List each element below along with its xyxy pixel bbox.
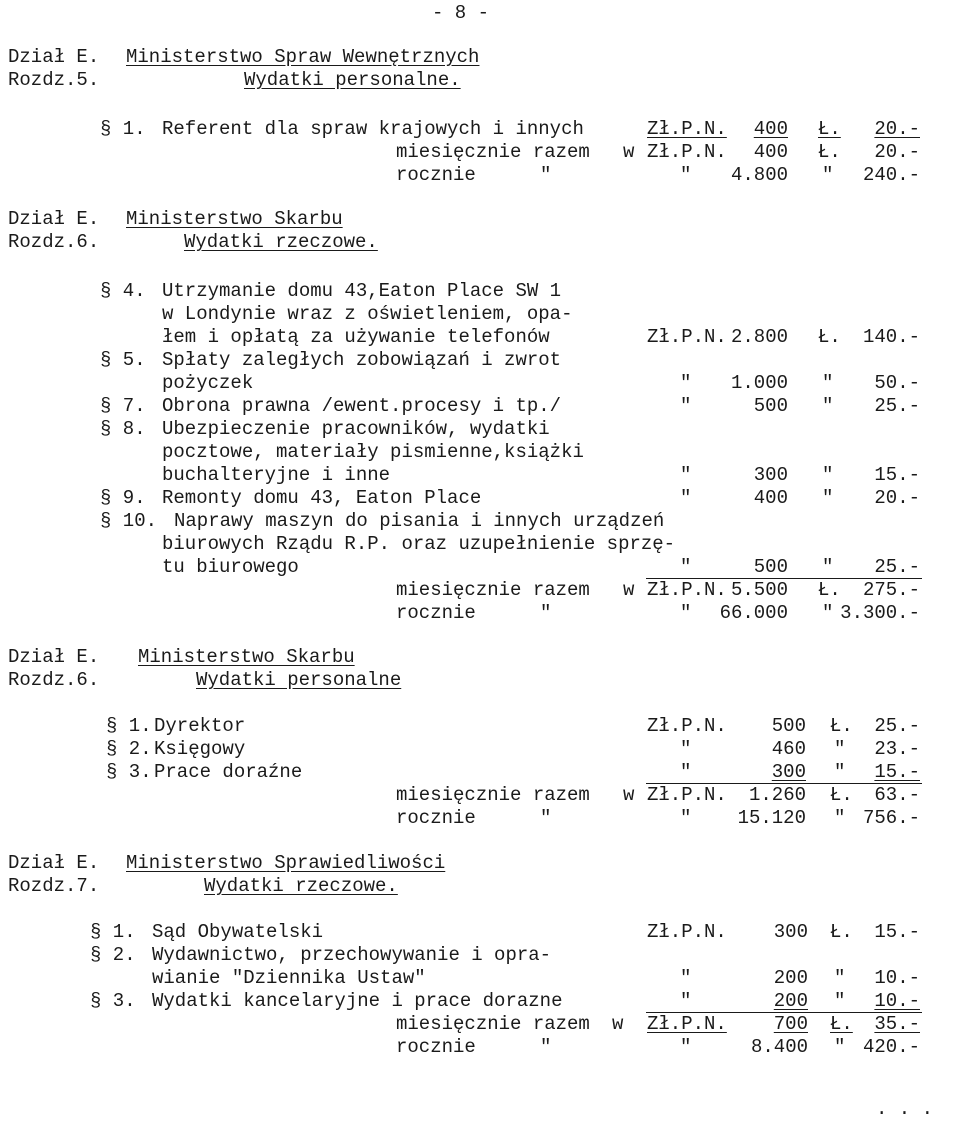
monthly-total-zl: 1.260	[748, 784, 806, 806]
amount-zl: 1.000	[730, 372, 788, 394]
ditto-mark: "	[540, 807, 552, 829]
category-title: Wydatki rzeczowe.	[204, 875, 398, 897]
monthly-total-label: miesięcznie razem	[396, 1013, 590, 1035]
item-text: Księgowy	[154, 738, 246, 760]
ditto-mark: "	[834, 761, 846, 783]
paragraph-number: § 8.	[100, 418, 146, 440]
w-label: w	[623, 141, 635, 163]
paragraph-number: § 7.	[100, 395, 146, 417]
amount-zl: 400	[753, 487, 788, 509]
paragraph-number: § 2.	[90, 944, 136, 966]
paragraph-number: § 3.	[106, 761, 152, 783]
amount-pound: 25.-	[874, 715, 920, 737]
amount-pound: 10.-	[874, 967, 920, 989]
rozdz-label: Rozdz.7.	[8, 875, 100, 897]
ditto-mark: "	[540, 164, 552, 186]
amount-zl: 460	[771, 738, 806, 760]
yearly-total-label: rocznie	[396, 807, 476, 829]
ditto-mark: "	[680, 738, 692, 760]
monthly-total-pound: 20.-	[874, 141, 920, 163]
ditto-mark: "	[822, 556, 834, 578]
ditto-mark: "	[834, 738, 846, 760]
page-number: - 8 -	[432, 2, 490, 24]
item-text: Sąd Obywatelski	[152, 921, 324, 943]
monthly-total-label: miesięcznie razem	[396, 784, 590, 806]
ditto-mark: "	[680, 761, 692, 783]
dzial-label: Dział E.	[8, 46, 100, 68]
category-title: Wydatki rzeczowe.	[184, 231, 378, 253]
yearly-total-zl: 8.400	[750, 1036, 808, 1058]
currency-label: Zł.P.N.	[647, 715, 727, 737]
ditto-mark: "	[540, 602, 552, 624]
item-text: tu biurowego	[162, 556, 299, 578]
ditto-mark: "	[680, 372, 692, 394]
ditto-mark: "	[680, 464, 692, 486]
monthly-total-label: miesięcznie razem	[396, 579, 590, 601]
yearly-total-pound: 420.-	[862, 1036, 920, 1058]
w-label: w	[612, 1013, 624, 1035]
w-label: w	[623, 579, 635, 601]
pound-label: Ł.	[830, 921, 853, 943]
item-text: Dyrektor	[154, 715, 246, 737]
amount-zl: 200	[773, 990, 808, 1012]
w-label: w	[623, 784, 635, 806]
ditto-mark: "	[822, 602, 834, 624]
currency-label: Zł.P.N.	[647, 579, 727, 601]
ditto-mark: "	[540, 1036, 552, 1058]
yearly-total-label: rocznie	[396, 164, 476, 186]
ditto-mark: "	[822, 487, 834, 509]
ditto-mark: "	[680, 807, 692, 829]
pound-label: Ł.	[830, 784, 853, 806]
item-text: Prace doraźne	[154, 761, 303, 783]
amount-pound: 140.-	[862, 326, 920, 348]
amount-pound: 20.-	[874, 487, 920, 509]
currency-label: Zł.P.N.	[647, 141, 727, 163]
yearly-total-label: rocznie	[396, 1036, 476, 1058]
amount-zl: 400	[753, 118, 788, 140]
item-text: pocztowe, materiały pismienne,książki	[162, 441, 584, 463]
yearly-total-zl: 15.120	[737, 807, 806, 829]
yearly-total-label: rocznie	[396, 602, 476, 624]
amount-pound: 20.-	[874, 118, 920, 140]
ditto-mark: "	[680, 164, 692, 186]
amount-zl: 500	[771, 715, 806, 737]
dzial-label: Dział E.	[8, 852, 100, 874]
amount-zl: 300	[771, 761, 806, 783]
paragraph-number: § 1.	[90, 921, 136, 943]
ditto-mark: "	[680, 967, 692, 989]
item-text: Naprawy maszyn do pisania i innych urządzeń	[174, 510, 665, 532]
dzial-label: Dział E.	[8, 646, 100, 668]
dzial-label: Dział E.	[8, 208, 100, 230]
paragraph-number: § 4.	[100, 280, 146, 302]
ditto-mark: "	[822, 372, 834, 394]
amount-zl: 500	[753, 556, 788, 578]
paragraph-number: § 1.	[100, 118, 146, 140]
pound-label: Ł.	[830, 1013, 853, 1035]
rozdz-label: Rozdz.5.	[8, 69, 100, 91]
continuation-dots: . . .	[876, 1098, 934, 1120]
amount-zl: 2.800	[730, 326, 788, 348]
paragraph-number: § 10.	[100, 510, 158, 532]
paragraph-number: § 2.	[106, 738, 152, 760]
item-text: wianie "Dziennika Ustaw"	[152, 967, 426, 989]
ditto-mark: "	[680, 487, 692, 509]
monthly-total-pound: 63.-	[874, 784, 920, 806]
yearly-total-zl: 4.800	[730, 164, 788, 186]
yearly-total-pound: 3.300.-	[840, 602, 920, 624]
amount-zl: 500	[753, 395, 788, 417]
item-text: Remonty domu 43, Eaton Place	[162, 487, 482, 509]
pound-label: Ł.	[818, 141, 841, 163]
pound-label: Ł.	[818, 118, 841, 140]
pound-label: Ł.	[818, 326, 841, 348]
ministry-title: Ministerstwo Spraw Wewnętrznych	[126, 46, 480, 68]
yearly-total-zl: 66.000	[719, 602, 788, 624]
rozdz-label: Rozdz.6.	[8, 231, 100, 253]
amount-zl: 300	[753, 464, 788, 486]
amount-zl: 300	[773, 921, 808, 943]
currency-label: Zł.P.N.	[647, 921, 727, 943]
pound-label: Ł.	[818, 579, 841, 601]
item-text: pożyczek	[162, 372, 254, 394]
category-title: Wydatki personalne.	[244, 69, 461, 91]
paragraph-number: § 1.	[106, 715, 152, 737]
item-text: Wydawnictwo, przechowywanie i opra-	[152, 944, 552, 966]
amount-pound: 15.-	[874, 921, 920, 943]
ditto-mark: "	[680, 990, 692, 1012]
paragraph-number: § 5.	[100, 349, 146, 371]
ditto-mark: "	[834, 967, 846, 989]
amount-pound: 15.-	[874, 464, 920, 486]
item-text: Ubezpieczenie pracowników, wydatki	[162, 418, 550, 440]
pound-label: Ł.	[830, 715, 853, 737]
amount-pound: 10.-	[874, 990, 920, 1012]
currency-label: Zł.P.N.	[647, 118, 727, 140]
ditto-mark: "	[680, 602, 692, 624]
currency-label: Zł.P.N.	[647, 784, 727, 806]
ditto-mark: "	[822, 395, 834, 417]
item-text: Utrzymanie domu 43,Eaton Place SW 1	[162, 280, 562, 302]
monthly-total-zl: 5.500	[730, 579, 788, 601]
ditto-mark: "	[680, 556, 692, 578]
item-text: buchalteryjne i inne	[162, 464, 391, 486]
amount-pound: 25.-	[874, 556, 920, 578]
ditto-mark: "	[680, 395, 692, 417]
ditto-mark: "	[822, 164, 834, 186]
amount-zl: 200	[773, 967, 808, 989]
item-text: Wydatki kancelaryjne i prace dorazne	[152, 990, 563, 1012]
rozdz-label: Rozdz.6.	[8, 669, 100, 691]
ministry-title: Ministerstwo Sprawiedliwości	[126, 852, 446, 874]
ditto-mark: "	[680, 1036, 692, 1058]
ministry-title: Ministerstwo Skarbu	[138, 646, 355, 668]
yearly-total-pound: 240.-	[862, 164, 920, 186]
category-title: Wydatki personalne	[196, 669, 402, 691]
monthly-total-zl: 700	[773, 1013, 808, 1035]
item-text: Referent dla spraw krajowych i innych	[162, 118, 584, 140]
item-text: w Londynie wraz z oświetleniem, opa-	[162, 303, 573, 325]
item-text: Obrona prawna /ewent.procesy i tp./	[162, 395, 562, 417]
monthly-total-pound: 35.-	[874, 1013, 920, 1035]
amount-pound: 23.-	[874, 738, 920, 760]
amount-pound: 15.-	[874, 761, 920, 783]
monthly-total-zl: 400	[753, 141, 788, 163]
currency-label: Zł.P.N.	[647, 1013, 727, 1035]
yearly-total-pound: 756.-	[862, 807, 920, 829]
paragraph-number: § 3.	[90, 990, 136, 1012]
amount-pound: 25.-	[874, 395, 920, 417]
monthly-total-pound: 275.-	[862, 579, 920, 601]
ditto-mark: "	[822, 464, 834, 486]
amount-pound: 50.-	[874, 372, 920, 394]
item-text: łem i opłatą za używanie telefonów	[162, 326, 550, 348]
paragraph-number: § 9.	[100, 487, 146, 509]
ditto-mark: "	[834, 1036, 846, 1058]
item-text: biurowych Rządu R.P. oraz uzupełnienie sprzę-	[162, 533, 676, 555]
currency-label: Zł.P.N.	[647, 326, 727, 348]
ditto-mark: "	[834, 990, 846, 1012]
ditto-mark: "	[834, 807, 846, 829]
monthly-total-label: miesięcznie razem	[396, 141, 590, 163]
item-text: Spłaty zaległych zobowiązań i zwrot	[162, 349, 562, 371]
ministry-title: Ministerstwo Skarbu	[126, 208, 343, 230]
